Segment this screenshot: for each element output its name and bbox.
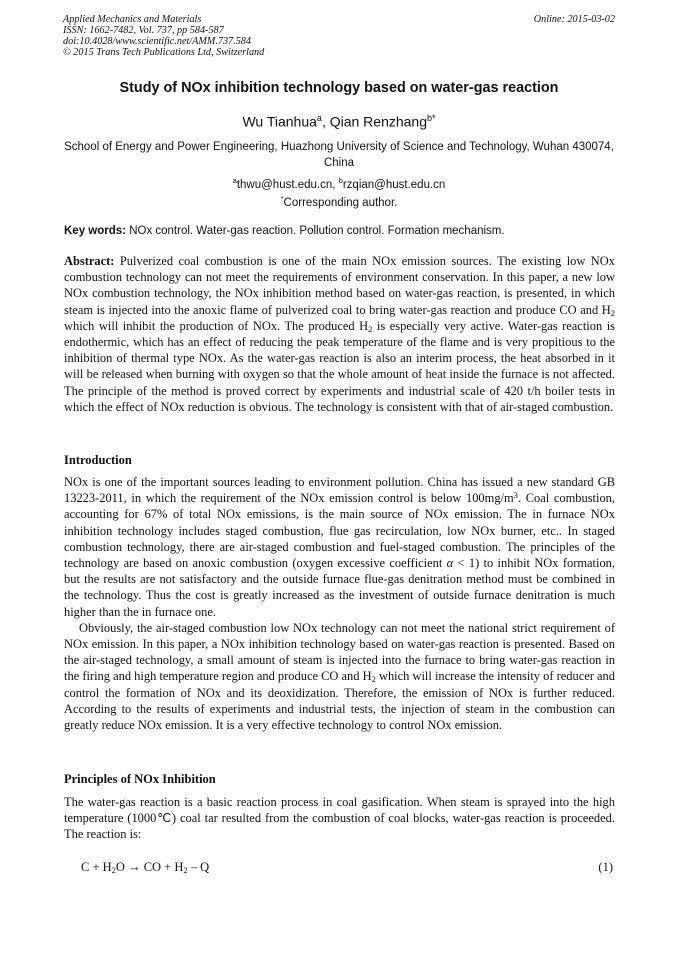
keywords-label: Key words: xyxy=(64,225,126,237)
corresponding-line xyxy=(40,192,638,210)
section-heading-principles: Principles of NOx Inhibition xyxy=(64,772,216,786)
principles-body xyxy=(64,794,615,843)
introduction-body xyxy=(64,474,615,733)
keywords-text: NOx control. Water-gas reaction. Pollution control. Formation mechanism. xyxy=(126,225,505,237)
equation-text: – Q xyxy=(187,860,210,874)
paragraph-text: . Coal combustion, accounting for 67% of total NOx emissions, is the main source of NOx emission. The in furnace NOx inhibition technology includes staged combustion, flue gas recirculation, low NOx burner, etc.. In staged combustion technology, there are air-staged combustion and fuel-staged combustion. The principles of the technology are based on anoxic combustion (oxygen excessive coefficient xyxy=(64,491,616,571)
journal-copyright: © 2015 Trans Tech Publications Ltd, Switzerland xyxy=(63,47,265,58)
corresponding-marker: * xyxy=(280,193,284,203)
journal-header xyxy=(63,14,615,58)
paragraph-text: < 1) to inhibit NOx formation, but the results are not satisfactory and the outside furnace flue-gas denitration method must be combined in the technology. Thus the cost is greatly increased as the investment of outside furnace denitration is much higher than the in furnace one. xyxy=(64,556,615,619)
equation-text: O xyxy=(115,860,129,874)
paper-title: Study of NOx inhibition technology based on water-gas reaction xyxy=(119,80,559,96)
abstract-text: Pulverized coal combustion is one of the main NOx emission sources. The existing low NOx combustion technology can not meet the requirements of environment conservation. In this paper, a new low NOx combustion technology, the NOx inhibition method based on water-gas reaction, is presented, in which steam is injected into the anoxic flame of pulverized coal to bring water-gas reaction and produce CO and H xyxy=(64,254,615,317)
corresponding-note: Corresponding author. xyxy=(283,196,398,209)
abstract xyxy=(64,253,615,415)
email-address: rzqian@hust.edu.cn xyxy=(342,178,446,191)
equation-1 xyxy=(81,860,613,875)
author-separator: , xyxy=(321,113,330,130)
superscript: 3 xyxy=(513,490,518,501)
abstract-paragraph xyxy=(64,253,615,415)
introduction-paragraph xyxy=(64,620,615,733)
subscript: 2 xyxy=(371,674,376,685)
email-address: thwu@hust.edu.cn, xyxy=(236,178,339,191)
equation-text: CO + H xyxy=(140,860,184,874)
author-name: Qian Renzhang xyxy=(329,113,428,130)
author-list xyxy=(40,113,638,130)
paragraph-text: NOx is one of the important sources leading to environment pollution. China has issued a new standard GB 13223-2011, in which the requirement of the NOx emission control is below 100mg/m xyxy=(64,475,615,506)
subscript: 2 xyxy=(610,307,615,318)
author-marker: a xyxy=(316,113,322,123)
principles-paragraph: The water-gas reaction is a basic reaction process in coal gasification. When steam is sprayed into the high temperature (1000℃) coal tar resulted from the combustion of coal blocks, water-gas reaction is proceeded. The reaction is: xyxy=(64,795,615,842)
author-marker: b* xyxy=(427,113,436,123)
journal-doi: doi:10.4028/www.scientific.net/AMM.737.584 xyxy=(63,36,251,47)
subscript: 2 xyxy=(368,323,373,334)
subscript: 2 xyxy=(183,865,188,875)
affiliation: School of Energy and Power Engineering, Huazhong University of Science and Technology, Wuhan 430074, China xyxy=(64,141,614,169)
paragraph-text: Obviously, the air-staged combustion low NOx technology can not meet the national strict requirement of NOx emission. In this paper, a NOx inhibition technology based on water-gas reaction is presented. Based on the air-staged technology, a small amount of steam is injected into the furnace to bring water-gas reaction in the firing and high temperature region and produce CO and H xyxy=(64,620,615,684)
equation-text: C + H xyxy=(81,860,112,874)
abstract-text: is especially very active. Water-gas reaction is endothermic, which has an effect of reducing the peak temperature of the flame and is very propitious to the inhibition of thermal type NOx. As the water-gas reaction is also an interim process, the heat absorbed in it will be released when burning with oxygen so that the whole amount of heat inside the furnace is not affected. The principle of the method is proved correct by experiments and industrial scale of 420 t/h boiler tests in which the effect of NOx reduction is obvious. The technology is consistent with that of air-staged combustion. xyxy=(64,318,615,414)
section-heading-introduction: Introduction xyxy=(64,453,132,467)
email-line xyxy=(40,174,638,192)
alpha-symbol: α xyxy=(446,556,454,571)
paragraph-text: which will increase the intensity of reducer and control the formation of NOx and its deoxidization. Therefore, the emission of NOx is further reduced. According to the results of experiments and industrial tests, the injection of steam in the combustion can greatly reduce NOx emission. It is a very effective technology to control NOx emission. xyxy=(64,669,615,733)
journal-name: Applied Mechanics and Materials xyxy=(63,14,202,25)
journal-issn: ISSN: 1662-7482, Vol. 737, pp 584-587 xyxy=(63,25,224,36)
abstract-text: which will inhibit the production of NOx. The produced H xyxy=(64,318,369,333)
contact-info xyxy=(40,174,638,210)
introduction-paragraph xyxy=(64,474,615,620)
keywords xyxy=(64,225,616,237)
author-name: Wu Tianhua xyxy=(242,113,317,130)
email-marker: a xyxy=(232,176,237,185)
equation-number: (1) xyxy=(598,860,613,874)
email-marker: b xyxy=(338,176,343,185)
subscript: 2 xyxy=(111,865,116,875)
online-date: Online: 2015-03-02 xyxy=(533,14,615,25)
abstract-label: Abstract: xyxy=(64,254,115,268)
reaction-arrow-icon: → xyxy=(128,860,141,874)
